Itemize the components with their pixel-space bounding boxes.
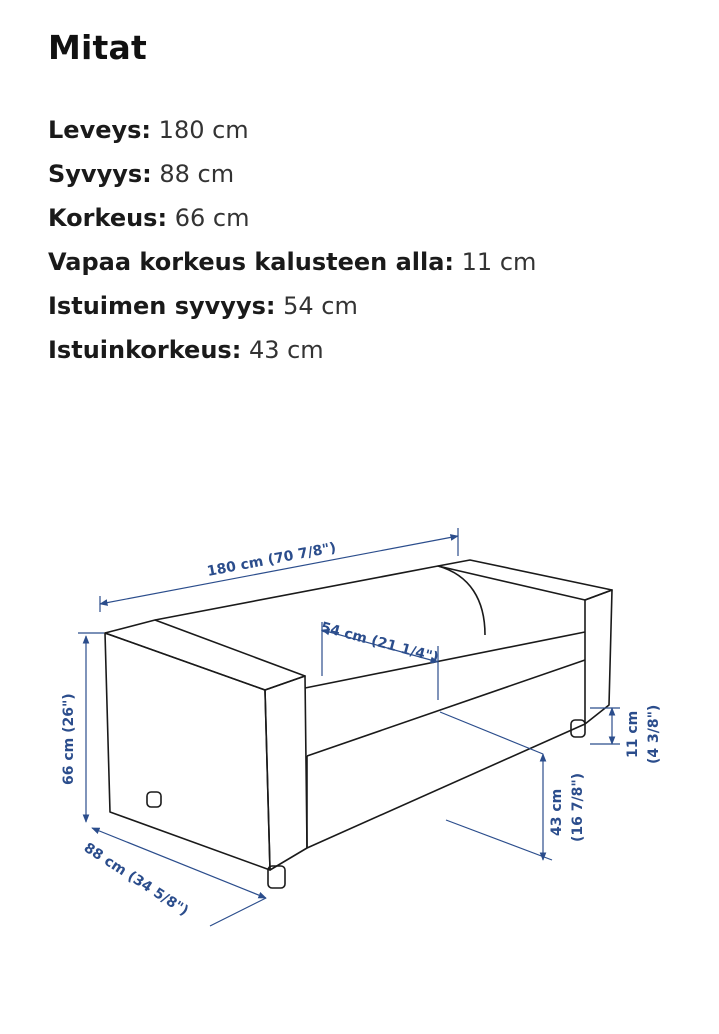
backrest-cushion bbox=[438, 566, 485, 635]
dimension-lines bbox=[78, 528, 620, 926]
page-title: Mitat bbox=[48, 28, 147, 67]
clearance-imperial-label: (4 3/8") bbox=[646, 704, 662, 764]
seat-height-imperial-label: (16 7/8") bbox=[570, 772, 586, 842]
sofa-dimension-diagram bbox=[0, 420, 719, 1034]
dimension-value: 54 cm bbox=[283, 292, 358, 320]
dimension-value: 180 cm bbox=[158, 116, 249, 144]
dimension-seat-height bbox=[48, 328, 536, 372]
dimension-label: Vapaa korkeus kalusteen alla: bbox=[48, 248, 455, 276]
dimension-label: Korkeus: bbox=[48, 204, 168, 232]
dimension-label: Syvyys: bbox=[48, 160, 152, 188]
dimension-width bbox=[48, 108, 536, 152]
left-arm-outer bbox=[105, 633, 270, 870]
dimension-clearance bbox=[48, 240, 536, 284]
right-arm-front bbox=[585, 590, 612, 724]
sofa-outline bbox=[105, 560, 612, 888]
dimension-label: Leveys: bbox=[48, 116, 152, 144]
left-arm-front bbox=[265, 676, 307, 870]
leg-back-left bbox=[147, 792, 161, 807]
depth-label: 88 cm (34 5/8") bbox=[80, 839, 192, 920]
seat-height-metric-label: 43 cm bbox=[549, 788, 565, 836]
seat-depth-label: 54 cm (21 1/4") bbox=[318, 619, 441, 667]
left-arm-top bbox=[105, 620, 305, 690]
width-label: 180 cm (70 7/8") bbox=[205, 539, 338, 580]
dimension-height bbox=[48, 196, 536, 240]
dimension-seat-depth bbox=[48, 284, 536, 328]
dimension-value: 66 cm bbox=[174, 204, 250, 232]
dimension-depth bbox=[48, 152, 536, 196]
dimension-value: 43 cm bbox=[248, 336, 324, 364]
dimension-label: Istuinkorkeus: bbox=[48, 336, 242, 364]
seat-front-top bbox=[307, 660, 585, 756]
backrest-top bbox=[155, 566, 438, 620]
dimensions-list bbox=[48, 108, 536, 372]
dimension-label: Istuimen syvyys: bbox=[48, 292, 276, 320]
dimension-value: 11 cm bbox=[461, 248, 537, 276]
dimension-value: 88 cm bbox=[159, 160, 235, 188]
height-label: 66 cm (26") bbox=[61, 693, 77, 785]
clearance-metric-label: 11 cm bbox=[625, 710, 641, 758]
